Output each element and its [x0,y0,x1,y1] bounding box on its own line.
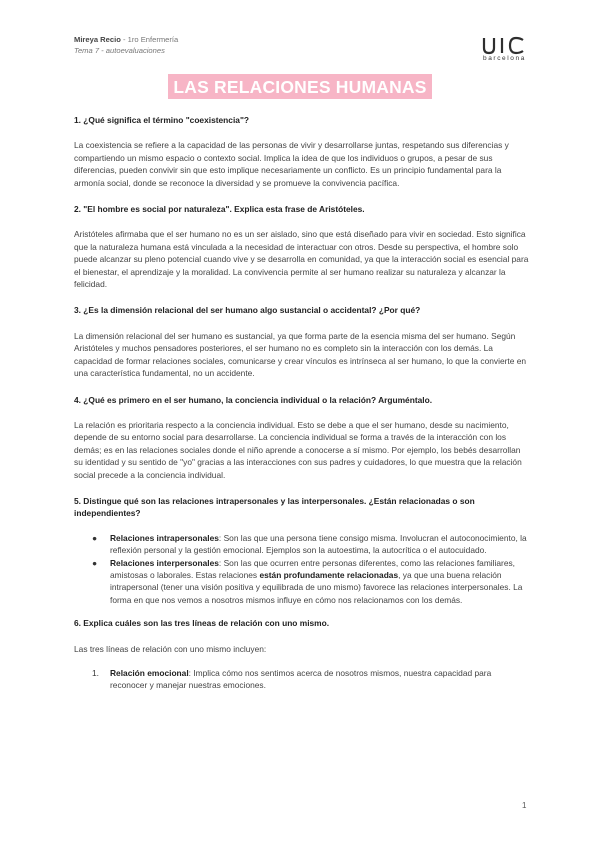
list-item-text: : Son las que ocurren entre personas diferentes, como las relaciones familiares, amistosas o laborales. Estas relaciones [110,557,515,580]
question-6: 6. Explica cuáles son las tres líneas de relación con uno mismo. [74,618,330,629]
answer-1: La coexistencia se refiere a la capacidad de las personas de vivir y desarrollarse juntas, respetando sus diferencias y compartiendo un mismo espacio o contexto social. Implica la idea de que los individuos o grupos, a pesar de sus diferencias, pueden convivir sin que esto implique necesariamente un conflicto. Es un principio fundamental para la armonía social, donde se reconoce la diversidad y se promueve la convivencia pacífica. [74,140,509,188]
question-3: 3. ¿Es la dimensión relacional del ser humano algo sustancial o accidental? ¿Por qué? [74,305,421,316]
list-item [92,532,530,557]
list-item [92,557,530,607]
numbered-list [92,667,530,692]
page-number: 1 [522,801,527,810]
list-item-term: Relaciones interpersonales [110,557,219,568]
question-5: 5. Distingue qué son las relaciones intrapersonales y las interpersonales. ¿Están relacionadas o son independientes? [74,495,475,519]
answer-2: Aristóteles afirmaba que el ser humano no es un ser aislado, sino que está diseñado para vivir en sociedad. Esto significa que la naturaleza humana está vinculada a la necesidad de interactuar con otros. Desde su perspectiva, el hombre solo puede alcanzar su pleno potencial cuando vive y se desarrolla en comunidad, ya que la interacción social es esencial para el bienestar, el aprendizaje y la moralidad. La convivencia permite al ser humano realizar su naturaleza y alcanzar la felicidad. [74,229,529,290]
question-4: 4. ¿Qué es primero en el ser humano, la conciencia individual o la relación? Arguméntalo. [74,394,433,405]
bullet-icon: ● [92,557,98,568]
topic-label: Tema 7 - autoevaluaciones [74,46,165,55]
list-item-text: : Son las que una persona tiene consigo misma. Involucran el autoconocimiento, la reflexión personal y la gestión emocional. Ejemplos son la autoestima, la autocrítica o el autocuidado. [110,532,527,556]
intro-6: Las tres líneas de relación con uno mismo incluyen: [74,643,267,654]
bullet-icon: ● [92,532,98,543]
page-header [74,34,178,56]
item-number: 1. [92,668,99,678]
numbered-item-term: Relación emocional [110,668,189,678]
header-line-1 [74,34,178,45]
page-title: LAS RELACIONES HUMANAS [168,74,431,99]
bullet-list [92,532,530,606]
numbered-item-text: : Implica cómo nos sentimos acerca de nosotros mismos, nuestra capacidad para reconocer y manejar nuestras emociones. [110,668,492,691]
course-label: - 1ro Enfermería [120,35,179,44]
title-wrap [0,74,600,99]
question-2: 2. "El hombre es social por naturaleza". Explica esta frase de Aristóteles. [74,204,365,215]
list-item-term: Relaciones intrapersonales [110,532,219,543]
answer-3: La dimensión relacional del ser humano es sustancial, ya que forma parte de la esencia misma del ser humano. Según Aristóteles y muchos pensadores posteriores, el ser humano no es completo sin la interacción con los demás. La capacidad de formar relaciones sociales, comunicarse y crear vínculos es intrínseca al ser humano, lo que la convierte en una característica fundamental, no un accidente. [74,330,527,379]
question-1: 1. ¿Qué significa el término "coexistencia"? [74,115,250,125]
document-body [74,114,530,703]
answer-4: La relación es prioritaria respecto a la conciencia individual. Esto se debe a que el ser humano, desde su nacimiento, depende de su entorno social para desarrollarse. La conciencia individual se forma a través de la interacción con los demás; es en las relaciones sociales donde el niño aprende a conocerse a sí mismo. Por ejemplo, los bebés desarrollan su identidad y su sentido de "yo" gracias a las interacciones con sus padres y cuidadores, lo que muestra que la relación social precede a la conciencia individual. [74,419,522,480]
list-item-emphasis: están profundamente relacionadas [259,569,399,580]
logo-city-text: barcelona [483,55,526,62]
list-item-text-cont: , ya que una buena relación intrapersonal (tener una visión positiva y equilibrada de uno mismo) favorece las relaciones interpersonales. La forma en que nos vemos a nosotros mismos influye en cómo nos relacionamos con los demás. [110,569,523,605]
author-name: Mireya Recio [74,35,121,44]
numbered-item [92,667,530,692]
